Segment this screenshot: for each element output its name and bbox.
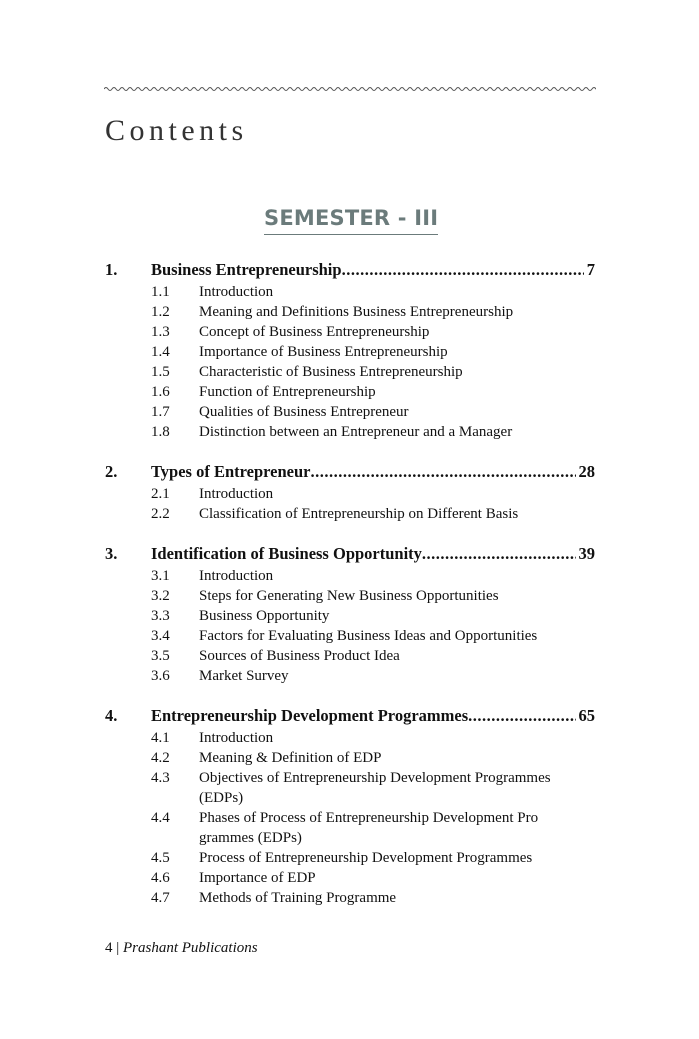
wavy-divider	[104, 84, 596, 94]
subsection-entry[interactable]	[105, 362, 595, 382]
subsection-entry[interactable]	[105, 626, 595, 646]
subsection-entry[interactable]	[105, 666, 595, 686]
subsection-number: 4.7	[151, 890, 170, 906]
subsection-number: 1.7	[151, 404, 170, 420]
chapter-page: 39	[578, 544, 595, 563]
subsection-entry[interactable]	[105, 504, 595, 524]
chapter-page: 28	[578, 462, 595, 481]
chapter-number: 4.	[105, 706, 118, 725]
subsection-title: Market Survey	[199, 668, 289, 684]
subsection-number: 1.6	[151, 384, 170, 400]
subsection-entry[interactable]	[105, 748, 595, 768]
subsection-title: Qualities of Business Entrepreneur	[199, 404, 409, 420]
page-title: Contents	[105, 114, 248, 147]
subsection-entry[interactable]	[105, 382, 595, 402]
dot-leader	[422, 542, 576, 566]
subsection-title: Process of Entrepreneurship Development Programmes	[199, 850, 533, 866]
chapter-title: Types of Entrepreneur	[151, 462, 311, 481]
subsection-number: 1.3	[151, 324, 170, 340]
subsection-number: 4.6	[151, 870, 170, 886]
subsection-title: Phases of Process of Entrepreneurship Development Pro grammes (EDPs)	[199, 810, 539, 846]
subsection-entry[interactable]	[105, 868, 595, 888]
subsection-entry[interactable]	[105, 646, 595, 666]
subsection-title: Meaning & Definition of EDP	[199, 750, 382, 766]
subsection-entry[interactable]	[105, 586, 595, 606]
subsection-title: Importance of EDP	[199, 870, 316, 886]
subsection-number: 1.4	[151, 344, 170, 360]
subsection-title: Function of Entrepreneurship	[199, 384, 376, 400]
subsection-entry[interactable]	[105, 606, 595, 626]
subsection-number: 3.4	[151, 628, 170, 644]
subsection-number: 1.1	[151, 284, 170, 300]
subsection-entry[interactable]	[105, 728, 595, 748]
subsection-title: Steps for Generating New Business Opportunities	[199, 588, 499, 604]
table-of-contents	[105, 258, 595, 908]
subsection-title: Methods of Training Programme	[199, 890, 397, 906]
subsection-title: Sources of Business Product Idea	[199, 648, 400, 664]
chapter-title: Entrepreneurship Development Programmes	[151, 706, 469, 725]
subsection-entry[interactable]	[105, 322, 595, 342]
subsection-number: 3.1	[151, 568, 170, 584]
subsection-number: 4.1	[151, 730, 170, 746]
subsection-title: Importance of Business Entrepreneurship	[199, 344, 448, 360]
chapter-entry[interactable]	[105, 258, 595, 282]
subsection-title: Business Opportunity	[199, 608, 330, 624]
subsection-entry[interactable]	[105, 848, 595, 868]
subsection-title: Objectives of Entrepreneurship Development Programmes (EDPs)	[199, 770, 551, 806]
subsection-number: 4.3	[151, 770, 170, 786]
subsection-title: Characteristic of Business Entrepreneurship	[199, 364, 463, 380]
subsection-number: 4.2	[151, 750, 170, 766]
chapter-entry[interactable]	[105, 542, 595, 566]
subsection-number: 1.2	[151, 304, 170, 320]
dot-leader	[311, 460, 576, 484]
subsection-title: Meaning and Definitions Business Entrepreneurship	[199, 304, 514, 320]
subsection-entry[interactable]	[105, 342, 595, 362]
chapter-entry[interactable]	[105, 460, 595, 484]
subsection-entry[interactable]	[105, 302, 595, 322]
subsection-title: Introduction	[199, 568, 274, 584]
subsection-entry[interactable]	[105, 282, 595, 302]
page-footer	[105, 940, 258, 957]
semester-heading: SEMESTER - III	[264, 206, 438, 235]
subsection-entry[interactable]	[105, 566, 595, 586]
subsection-entry[interactable]	[105, 768, 595, 808]
subsection-title: Distinction between an Entrepreneur and a Manager	[199, 424, 513, 440]
subsection-number: 2.1	[151, 486, 170, 502]
subsection-number: 3.2	[151, 588, 170, 604]
subsection-title: Introduction	[199, 730, 274, 746]
subsection-title: Introduction	[199, 284, 274, 300]
subsection-title: Concept of Business Entrepreneurship	[199, 324, 430, 340]
subsection-title: Factors for Evaluating Business Ideas and Opportunities	[199, 628, 538, 644]
subsection-title: Introduction	[199, 486, 274, 502]
chapter-number: 3.	[105, 544, 118, 563]
chapter-title: Identification of Business Opportunity	[151, 544, 422, 563]
subsection-title: Classification of Entrepreneurship on Different Basis	[199, 506, 519, 522]
subsection-entry[interactable]	[105, 422, 595, 442]
subsection-number: 3.5	[151, 648, 170, 664]
subsection-entry[interactable]	[105, 484, 595, 504]
chapter-title: Business Entrepreneurship	[151, 260, 342, 279]
chapter-number: 2.	[105, 462, 118, 481]
subsection-entry[interactable]	[105, 808, 595, 848]
dot-leader	[468, 704, 575, 728]
chapter-page: 7	[586, 260, 595, 279]
subsection-number: 4.5	[151, 850, 170, 866]
subsection-number: 2.2	[151, 506, 170, 522]
chapter-page: 65	[578, 706, 595, 725]
chapter-entry[interactable]	[105, 704, 595, 728]
page-number: 4	[105, 940, 113, 956]
publisher-name: Prashant Publications	[123, 940, 258, 956]
dot-leader	[342, 258, 584, 282]
subsection-number: 3.3	[151, 608, 170, 624]
subsection-entry[interactable]	[105, 402, 595, 422]
footer-separator: |	[116, 940, 120, 956]
subsection-number: 3.6	[151, 668, 170, 684]
subsection-number: 1.8	[151, 424, 170, 440]
subsection-number: 1.5	[151, 364, 170, 380]
subsection-number: 4.4	[151, 810, 170, 826]
subsection-entry[interactable]	[105, 888, 595, 908]
chapter-number: 1.	[105, 260, 118, 279]
